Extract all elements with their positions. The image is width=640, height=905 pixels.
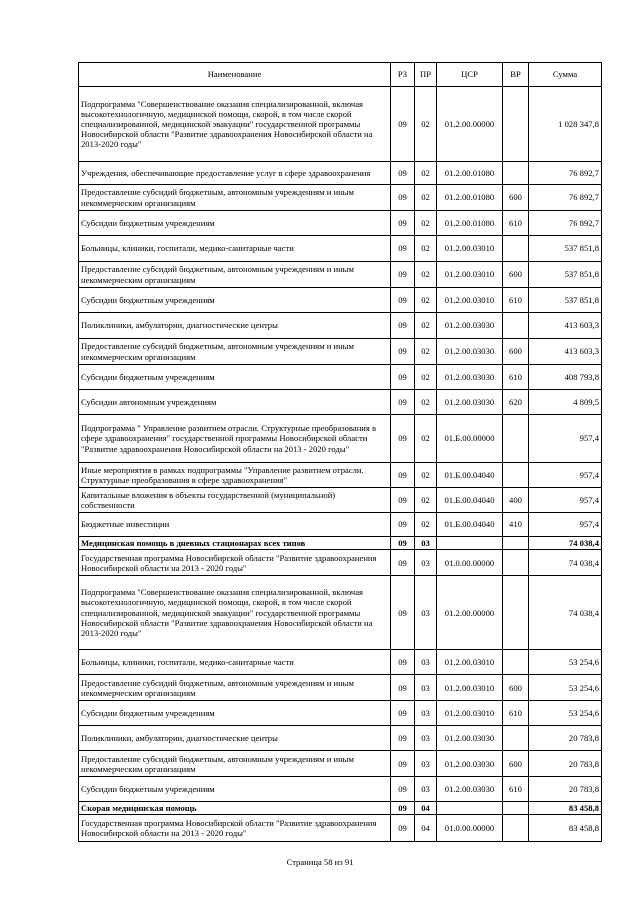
table-body — [79, 87, 602, 842]
cell-pr: 03 — [415, 537, 437, 550]
cell-rz: 09 — [391, 701, 415, 726]
cell-name: Иные мероприятия в рамках подпрограммы "Управление развитием отрасли. Структурные преобразования в сфере здравоохранения" — [79, 463, 391, 488]
cell-csr — [437, 802, 503, 815]
cell-rz: 09 — [391, 463, 415, 488]
cell-vr: 620 — [503, 390, 529, 415]
header-name: Наименование — [79, 63, 391, 87]
cell-vr — [503, 537, 529, 550]
cell-vr: 410 — [503, 513, 529, 537]
cell-csr: 01.2.00.03010 — [437, 701, 503, 726]
table-row — [79, 701, 602, 726]
cell-name: Поликлиники, амбулатории, диагностические центры — [79, 313, 391, 339]
cell-csr: 01.Б.00.00000 — [437, 415, 503, 463]
cell-vr: 600 — [503, 751, 529, 777]
table-row — [79, 751, 602, 777]
cell-csr: 01.2.00.03030 — [437, 751, 503, 777]
header-pr: ПР — [415, 63, 437, 87]
cell-rz: 09 — [391, 339, 415, 365]
cell-rz: 09 — [391, 211, 415, 236]
cell-sum: 957,4 — [529, 488, 602, 513]
cell-sum: 76 892,7 — [529, 211, 602, 236]
cell-rz: 09 — [391, 815, 415, 842]
header-row — [79, 63, 602, 87]
table-row — [79, 576, 602, 650]
cell-csr: 01.Б.00.04040 — [437, 488, 503, 513]
cell-pr: 02 — [415, 313, 437, 339]
table-row — [79, 87, 602, 162]
cell-csr: 01.0.00.00000 — [437, 815, 503, 842]
cell-rz: 09 — [391, 550, 415, 576]
cell-pr: 03 — [415, 576, 437, 650]
cell-sum: 537 851,8 — [529, 262, 602, 288]
cell-pr: 02 — [415, 211, 437, 236]
cell-sum: 83 458,8 — [529, 815, 602, 842]
cell-name: Предоставление субсидий бюджетным, автономным учреждениям и иным некоммерческим организациям — [79, 751, 391, 777]
cell-sum: 20 783,8 — [529, 726, 602, 751]
cell-vr — [503, 463, 529, 488]
cell-csr: 01.2.00.03030 — [437, 313, 503, 339]
cell-rz: 09 — [391, 262, 415, 288]
cell-csr: 01.2.00.03010 — [437, 675, 503, 701]
cell-sum: 76 892,7 — [529, 185, 602, 211]
cell-pr: 02 — [415, 288, 437, 313]
cell-pr: 02 — [415, 390, 437, 415]
cell-pr: 02 — [415, 262, 437, 288]
table-row — [79, 650, 602, 675]
cell-pr: 02 — [415, 488, 437, 513]
cell-pr: 02 — [415, 236, 437, 262]
cell-rz: 09 — [391, 777, 415, 802]
cell-csr: 01.2.00.00000 — [437, 87, 503, 162]
cell-pr: 03 — [415, 675, 437, 701]
cell-sum: 413 603,3 — [529, 313, 602, 339]
cell-pr: 02 — [415, 365, 437, 390]
cell-sum: 20 783,8 — [529, 751, 602, 777]
cell-vr — [503, 650, 529, 675]
table-row — [79, 777, 602, 802]
cell-pr: 02 — [415, 415, 437, 463]
cell-vr: 600 — [503, 675, 529, 701]
table-row — [79, 390, 602, 415]
cell-pr: 03 — [415, 777, 437, 802]
table-row — [79, 513, 602, 537]
cell-vr: 600 — [503, 185, 529, 211]
cell-rz: 09 — [391, 236, 415, 262]
cell-name: Подпрограмма "Совершенствование оказания специализированной, включая высокотехнологичную, медицинской помощи, скорой, в том числе скорой специализированной, медицинской эвакуации" государственной программы Новосибирской области "Развитие здравоохранения Новосибирской области на 2013-2020 годы" — [79, 576, 391, 650]
cell-vr: 400 — [503, 488, 529, 513]
cell-name: Субсидии автономным учреждениям — [79, 390, 391, 415]
cell-vr: 610 — [503, 701, 529, 726]
cell-vr — [503, 726, 529, 751]
cell-vr — [503, 802, 529, 815]
cell-rz: 09 — [391, 802, 415, 815]
cell-vr: 610 — [503, 288, 529, 313]
cell-rz: 09 — [391, 87, 415, 162]
table-row — [79, 162, 602, 185]
table-row — [79, 550, 602, 576]
cell-sum: 537 851,8 — [529, 236, 602, 262]
cell-pr: 02 — [415, 185, 437, 211]
cell-pr: 04 — [415, 802, 437, 815]
cell-csr: 01.2.00.01080 — [437, 162, 503, 185]
cell-sum: 537 851,8 — [529, 288, 602, 313]
table-row — [79, 675, 602, 701]
cell-rz: 09 — [391, 726, 415, 751]
header-csr: ЦСР — [437, 63, 503, 87]
cell-sum: 53 254,6 — [529, 675, 602, 701]
cell-csr: 01.2.00.01080 — [437, 211, 503, 236]
budget-table — [78, 62, 602, 842]
cell-name: Государственная программа Новосибирской области "Развитие здравоохранения Новосибирской области на 2013 - 2020 годы" — [79, 815, 391, 842]
header-sum: Сумма — [529, 63, 602, 87]
table-row — [79, 488, 602, 513]
table-row — [79, 802, 602, 815]
cell-csr: 01.2.00.01080 — [437, 185, 503, 211]
cell-csr: 01.2.00.03030 — [437, 339, 503, 365]
cell-name: Субсидии бюджетным учреждениям — [79, 211, 391, 236]
cell-name: Предоставление субсидий бюджетным, автономным учреждениям и иным некоммерческим организациям — [79, 262, 391, 288]
header-rz: РЗ — [391, 63, 415, 87]
cell-vr: 610 — [503, 777, 529, 802]
cell-vr: 610 — [503, 211, 529, 236]
cell-pr: 02 — [415, 463, 437, 488]
table-row — [79, 313, 602, 339]
cell-name: Субсидии бюджетным учреждениям — [79, 777, 391, 802]
cell-rz: 09 — [391, 576, 415, 650]
cell-name: Бюджетные инвестиции — [79, 513, 391, 537]
cell-name: Предоставление субсидий бюджетным, автономным учреждениям и иным некоммерческим организациям — [79, 675, 391, 701]
cell-sum: 4 809,5 — [529, 390, 602, 415]
cell-rz: 09 — [391, 288, 415, 313]
cell-vr: 610 — [503, 365, 529, 390]
table-row — [79, 262, 602, 288]
cell-pr: 02 — [415, 87, 437, 162]
cell-csr — [437, 537, 503, 550]
table-row — [79, 415, 602, 463]
cell-sum: 53 254,6 — [529, 701, 602, 726]
cell-pr: 03 — [415, 701, 437, 726]
cell-sum: 957,4 — [529, 463, 602, 488]
cell-rz: 09 — [391, 313, 415, 339]
cell-name: Подпрограмма " Управление развитием отрасли. Структурные преобразования в сфере здравоохранения" государственной программы Новосибирской области "Развитие здравоохранения Новосибирской области на 2013 - 2020 годы" — [79, 415, 391, 463]
cell-csr: 01.2.00.03030 — [437, 777, 503, 802]
cell-csr: 01.2.00.03030 — [437, 365, 503, 390]
cell-name: Больницы, клиники, госпитали, медико-санитарные части — [79, 650, 391, 675]
page-number: Страница 58 из 91 — [286, 857, 354, 867]
cell-rz: 09 — [391, 675, 415, 701]
cell-name: Субсидии бюджетным учреждениям — [79, 288, 391, 313]
cell-rz: 09 — [391, 415, 415, 463]
cell-sum: 74 038,4 — [529, 537, 602, 550]
cell-vr — [503, 576, 529, 650]
cell-sum: 53 254,6 — [529, 650, 602, 675]
cell-name: Предоставление субсидий бюджетным, автономным учреждениям и иным некоммерческим организациям — [79, 185, 391, 211]
cell-rz: 09 — [391, 650, 415, 675]
cell-csr: 01.2.00.03030 — [437, 726, 503, 751]
table-row — [79, 211, 602, 236]
cell-rz: 09 — [391, 390, 415, 415]
cell-rz: 09 — [391, 185, 415, 211]
cell-rz: 09 — [391, 365, 415, 390]
cell-csr: 01.Б.00.04040 — [437, 463, 503, 488]
cell-sum: 1 028 347,8 — [529, 87, 602, 162]
cell-name: Субсидии бюджетным учреждениям — [79, 365, 391, 390]
cell-pr: 03 — [415, 550, 437, 576]
cell-name: Медицинская помощь в дневных стационарах всех типов — [79, 537, 391, 550]
cell-sum: 957,4 — [529, 513, 602, 537]
cell-sum: 76 892,7 — [529, 162, 602, 185]
cell-name: Предоставление субсидий бюджетным, автономным учреждениям и иным некоммерческим организациям — [79, 339, 391, 365]
cell-vr: 600 — [503, 339, 529, 365]
cell-pr: 02 — [415, 339, 437, 365]
cell-name: Скорая медицинская помощь — [79, 802, 391, 815]
table-row — [79, 726, 602, 751]
cell-vr: 600 — [503, 262, 529, 288]
table-row — [79, 339, 602, 365]
cell-name: Субсидии бюджетным учреждениям — [79, 701, 391, 726]
cell-vr — [503, 550, 529, 576]
cell-vr — [503, 415, 529, 463]
cell-name: Капитальные вложения в объекты государственной (муниципальной) собственности — [79, 488, 391, 513]
cell-vr — [503, 87, 529, 162]
cell-pr: 02 — [415, 162, 437, 185]
cell-vr — [503, 313, 529, 339]
table-row — [79, 815, 602, 842]
cell-csr: 01.0.00.00000 — [437, 550, 503, 576]
cell-pr: 03 — [415, 650, 437, 675]
cell-name: Подпрограмма "Совершенствование оказания специализированной, включая высокотехнологичную, медицинской помощи, скорой, в том числе скорой специализированной, медицинской эвакуации" государственной программы Новосибирской области "Развитие здравоохранения Новосибирской области на 2013-2020 годы" — [79, 87, 391, 162]
cell-pr: 04 — [415, 815, 437, 842]
table-row — [79, 365, 602, 390]
cell-name: Государственная программа Новосибирской области "Развитие здравоохранения Новосибирской области на 2013 - 2020 годы" — [79, 550, 391, 576]
cell-csr: 01.2.00.03010 — [437, 236, 503, 262]
cell-name: Учреждения, обеспечивающие предоставление услуг в сфере здравоохранения — [79, 162, 391, 185]
cell-vr — [503, 236, 529, 262]
cell-sum: 413 603,3 — [529, 339, 602, 365]
cell-pr: 02 — [415, 513, 437, 537]
cell-name: Поликлиники, амбулатории, диагностические центры — [79, 726, 391, 751]
cell-rz: 09 — [391, 751, 415, 777]
cell-pr: 03 — [415, 751, 437, 777]
header-vr: ВР — [503, 63, 529, 87]
cell-csr: 01.2.00.00000 — [437, 576, 503, 650]
cell-vr — [503, 815, 529, 842]
cell-rz: 09 — [391, 537, 415, 550]
cell-sum: 74 038,4 — [529, 576, 602, 650]
table-row — [79, 537, 602, 550]
cell-name: Больницы, клиники, госпитали, медико-санитарные части — [79, 236, 391, 262]
cell-sum: 408 793,8 — [529, 365, 602, 390]
table-row — [79, 463, 602, 488]
cell-sum: 957,4 — [529, 415, 602, 463]
cell-rz: 09 — [391, 513, 415, 537]
cell-sum: 20 783,8 — [529, 777, 602, 802]
cell-sum: 74 038,4 — [529, 550, 602, 576]
cell-sum: 83 458,8 — [529, 802, 602, 815]
cell-csr: 01.2.00.03010 — [437, 650, 503, 675]
cell-vr — [503, 162, 529, 185]
cell-rz: 09 — [391, 162, 415, 185]
table-row — [79, 288, 602, 313]
table-row — [79, 236, 602, 262]
cell-pr: 03 — [415, 726, 437, 751]
cell-rz: 09 — [391, 488, 415, 513]
cell-csr: 01.2.00.03010 — [437, 262, 503, 288]
cell-csr: 01.2.00.03030 — [437, 390, 503, 415]
cell-csr: 01.Б.00.04040 — [437, 513, 503, 537]
table-row — [79, 185, 602, 211]
cell-csr: 01.2.00.03010 — [437, 288, 503, 313]
